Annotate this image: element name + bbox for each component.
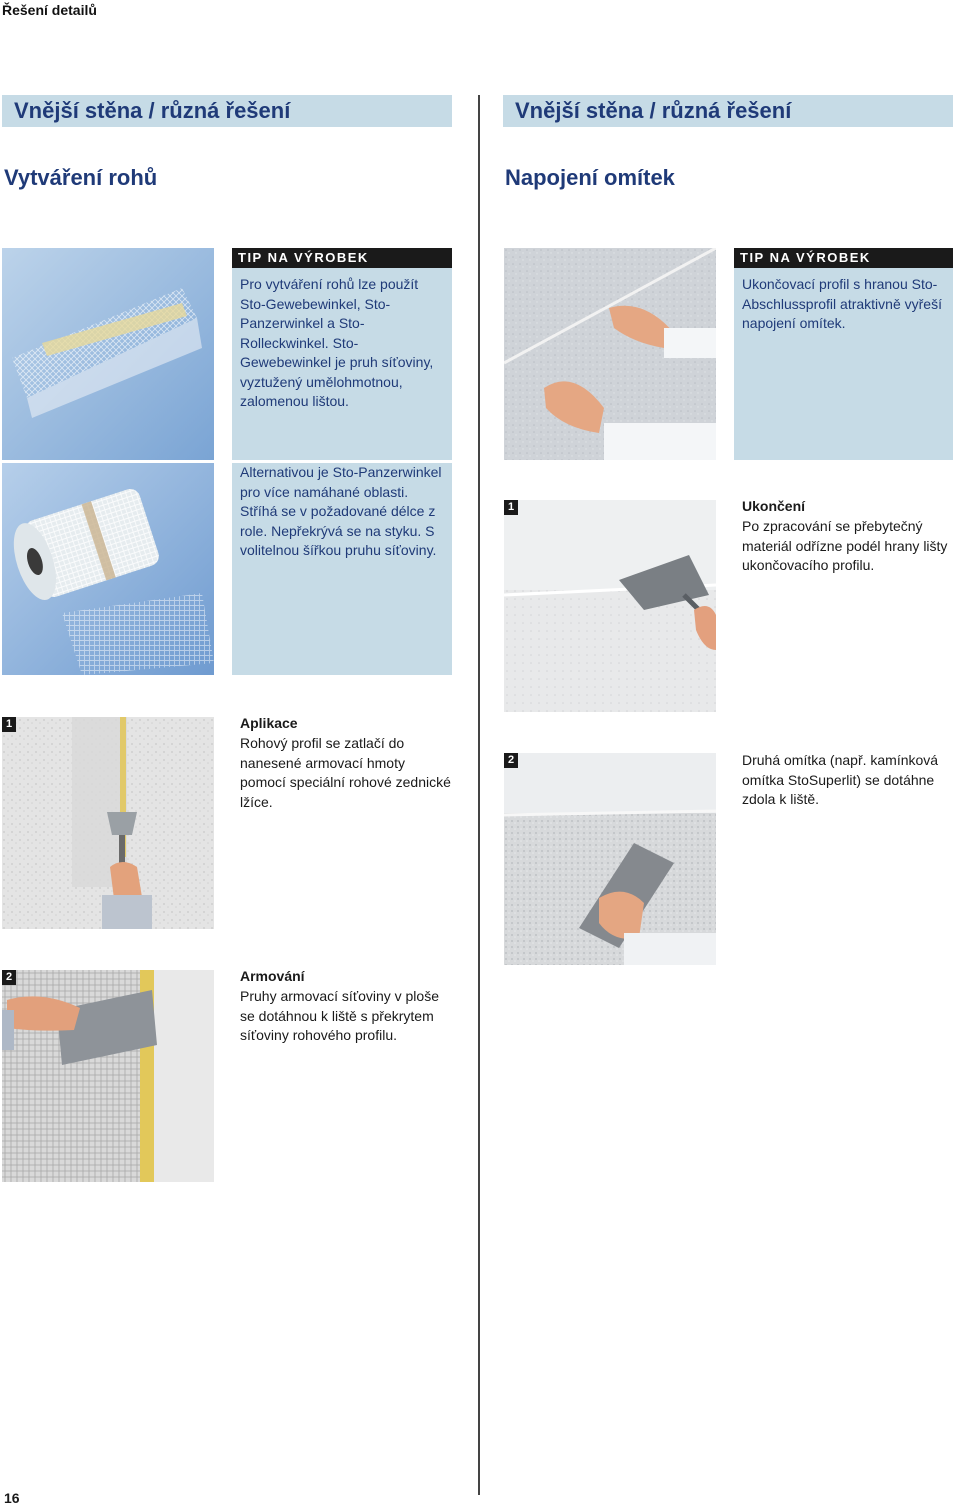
left-alternative-text: Alternativou je Sto-Panzerwinkel pro více namáhané oblasti. Stříhá se v požadované délce z role. Nepřekrývá se na styku. S volitelnou šířkou pruhu síťoviny. — [240, 464, 442, 558]
right-tip-box — [734, 248, 953, 460]
left-step-2-title: Armování — [240, 968, 305, 984]
photo-second-plaster — [504, 753, 716, 965]
right-step-1-badge: 1 — [504, 500, 518, 515]
left-step-1-title: Aplikace — [240, 715, 298, 731]
left-header-title: Vnější stěna / různá řešení — [14, 98, 291, 123]
left-step-1-badge: 1 — [2, 717, 16, 732]
right-header-title: Vnější stěna / různá řešení — [515, 98, 792, 123]
left-step-2-badge: 2 — [2, 970, 16, 985]
photo-mesh-embedding — [2, 970, 214, 1182]
right-step-2-text: Druhá omítka (např. kamínková omítka StoSuperlit) se dotáhne zdola k liště. — [742, 752, 939, 807]
photo-corner-application — [2, 717, 214, 929]
left-subtitle: Vytváření rohů — [4, 165, 158, 190]
photo-corner-mesh-profile — [2, 248, 214, 460]
left-step-1-text: Rohový profil se zatlačí do nanesené armovací hmoty pomocí speciální rohové zednické lžíce. — [240, 735, 451, 810]
right-step-1-title: Ukončení — [742, 498, 806, 514]
right-header-bar — [503, 95, 953, 127]
right-step-1-text: Po zpracování se přebytečný materiál odřízne podél hrany lišty ukončovacího profilu. — [742, 518, 948, 573]
left-tip-label: TIP NA VÝROBEK — [232, 248, 452, 268]
page-number: 16 — [4, 1490, 20, 1506]
right-step-2-badge: 2 — [504, 753, 518, 768]
right-subtitle: Napojení omítek — [505, 165, 675, 190]
photo-cutting-excess — [504, 500, 716, 712]
section-label: Řešení detailů — [2, 2, 97, 18]
left-step-2-text: Pruhy armovací síťoviny v ploše se dotáhnou k liště s překrytem síťoviny rohového profilu. — [240, 988, 439, 1043]
left-header-bar — [2, 95, 452, 127]
right-tip-text: Ukončovací profil s hranou Sto-Abschlussprofil atraktivně vyřeší napojení omítek. — [742, 276, 942, 331]
photo-mesh-roll — [2, 463, 214, 675]
left-tip-text: Pro vytváření rohů lze použít Sto-Gewebewinkel, Sto-Panzerwinkel a Sto-Rolleckwinkel. Sto-Gewebewinkel je pruh síťoviny, vyztužený umělohmotnou, zalomenou lištou. — [240, 276, 434, 409]
column-divider — [478, 95, 480, 1495]
left-tip-box — [232, 248, 452, 460]
right-tip-label: TIP NA VÝROBEK — [734, 248, 953, 268]
left-alternative-box — [232, 463, 452, 675]
photo-stop-profile-installation — [504, 248, 716, 460]
